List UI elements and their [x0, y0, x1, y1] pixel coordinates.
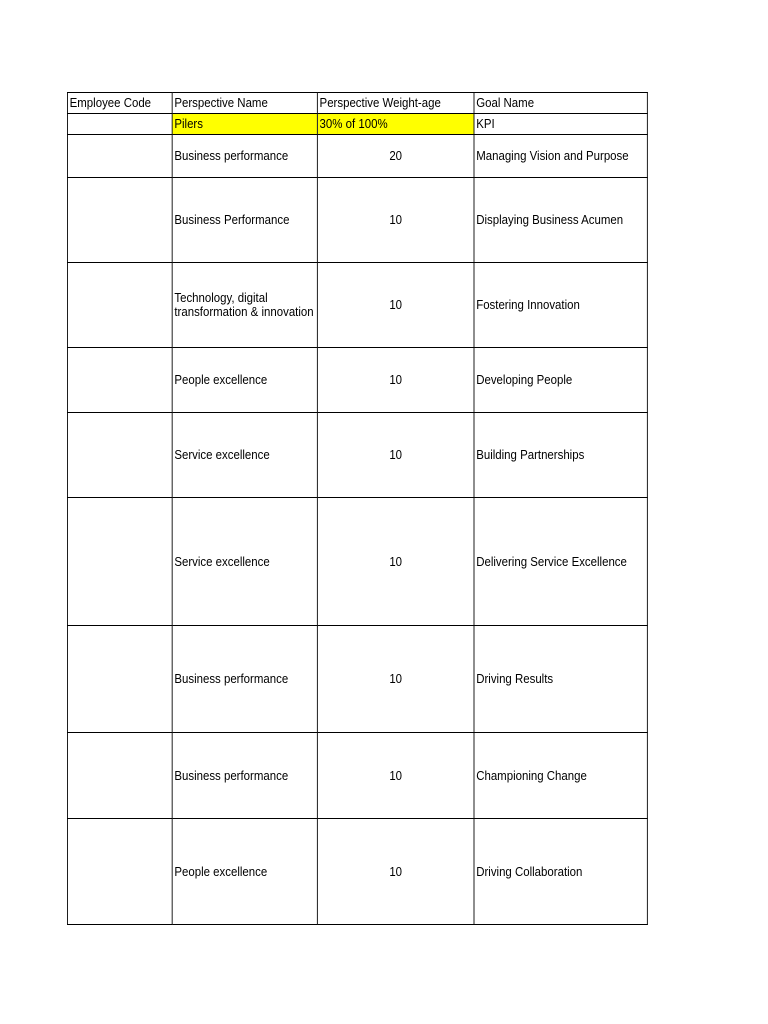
perspective-cell: Technology, digital transformation & innovation [172, 263, 317, 348]
table-row [67, 733, 647, 819]
goal-cell: Delivering Service Excellence [474, 498, 647, 626]
goal-cell: Driving Collaboration [474, 819, 647, 925]
table-row [67, 413, 647, 498]
header-goal-name: Goal Name [474, 93, 647, 114]
table-row [67, 498, 647, 626]
goal-cell: Fostering Innovation [474, 263, 647, 348]
weight-cell: 10 [317, 413, 474, 498]
header-row [67, 93, 647, 114]
table-row [67, 178, 647, 263]
weight-cell: 20 [317, 135, 474, 178]
table-row [67, 819, 647, 925]
employee-code-cell [67, 178, 172, 263]
employee-code-cell [67, 135, 172, 178]
header-perspective-name: Perspective Name [172, 93, 317, 114]
goal-cell: Championing Change [474, 733, 647, 819]
table-row [67, 626, 647, 733]
table-row [67, 135, 647, 178]
employee-code-cell [67, 733, 172, 819]
perspective-cell: Business Performance [172, 178, 317, 263]
employee-code-cell [67, 819, 172, 925]
employee-code-cell [67, 413, 172, 498]
goal-cell: Managing Vision and Purpose [474, 135, 647, 178]
perspective-cell: People excellence [172, 348, 317, 413]
subheader-pilers: Pilers [172, 114, 317, 135]
subheader-weightage: 30% of 100% [317, 114, 474, 135]
perspective-cell: People excellence [172, 819, 317, 925]
perspective-cell: Business performance [172, 135, 317, 178]
goal-cell: Building Partnerships [474, 413, 647, 498]
perspective-cell: Business performance [172, 626, 317, 733]
header-employee-code: Employee Code [67, 93, 172, 114]
employee-code-cell [67, 498, 172, 626]
weight-cell: 10 [317, 348, 474, 413]
subheader-kpi: KPI [474, 114, 647, 135]
weight-cell: 10 [317, 733, 474, 819]
employee-code-cell [67, 348, 172, 413]
weight-cell: 10 [317, 178, 474, 263]
employee-code-cell [67, 626, 172, 733]
goal-cell: Developing People [474, 348, 647, 413]
weight-cell: 10 [317, 626, 474, 733]
subheader-row [67, 114, 647, 135]
table-row [67, 263, 647, 348]
goal-cell: Driving Results [474, 626, 647, 733]
table-row [67, 348, 647, 413]
perspective-cell: Service excellence [172, 498, 317, 626]
kpi-table [67, 92, 648, 925]
perspective-cell: Business performance [172, 733, 317, 819]
weight-cell: 10 [317, 498, 474, 626]
weight-cell: 10 [317, 263, 474, 348]
employee-code-cell [67, 263, 172, 348]
subheader-employee-code [67, 114, 172, 135]
header-perspective-weightage: Perspective Weight-age [317, 93, 474, 114]
goal-cell: Displaying Business Acumen [474, 178, 647, 263]
weight-cell: 10 [317, 819, 474, 925]
perspective-cell: Service excellence [172, 413, 317, 498]
